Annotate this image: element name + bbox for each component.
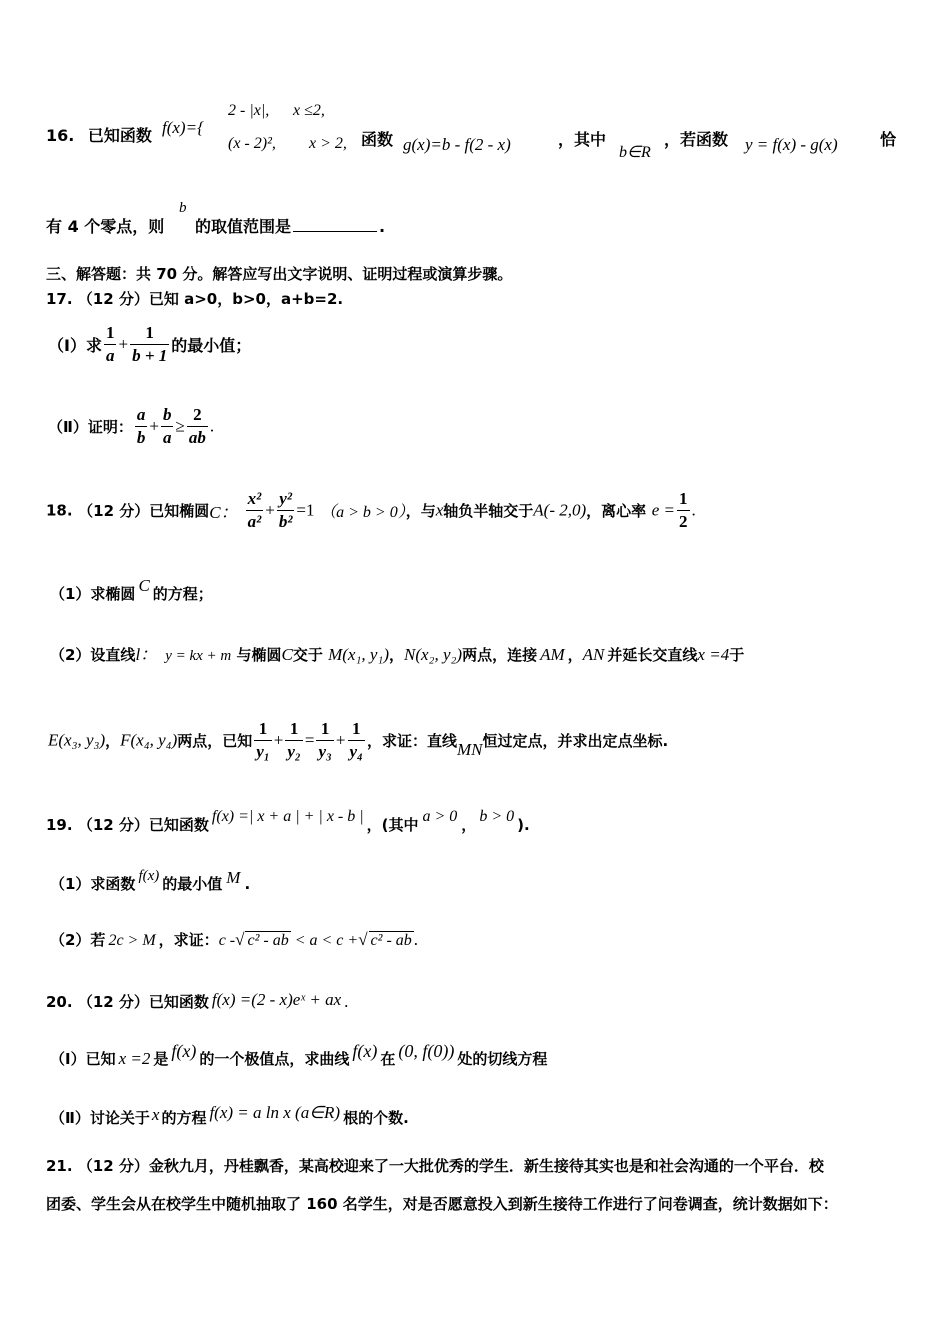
fraction: $\frac{1}{\text{y₁}}$ (256, 719, 270, 761)
q16-text2: 函数 (361, 130, 394, 149)
q16-text4: ，若函数 (664, 130, 729, 149)
q21-line2: 团委、学生会从在校学生中随机抽取了 160 名学生，对是否愿意投入到新生接待工作进行了问卷调查，统计数据如下： (46, 1195, 838, 1213)
q16-line2 (46, 214, 164, 237)
q16-case1-cond: x ≤2, (293, 102, 325, 119)
q17-p1-post: 的最小值； (171, 336, 252, 355)
q18-line1: 18. （12 分）已知椭圆C： $\frac{\text{x²}}{\text{a²}}$ + $\frac{\text{y²}}{\text{b²}}$ =1 （a > b > 0），与x轴负半轴交于A(- 2,0)，离心率 e = $\frac{1}{2}$ . (46, 489, 696, 531)
q16-line1 (46, 123, 152, 146)
fraction: $\frac{1}{2}$ (679, 489, 688, 531)
q16-y-def: y = f(x) - g(x) (745, 135, 838, 154)
sqrt-sign: √ (235, 930, 245, 949)
fraction: $\frac{1}{\text{y₂}}$ (287, 719, 301, 761)
q17-head: 17. （12 分）已知 a>0，b>0，a+b=2. (46, 290, 344, 308)
q20-part2: （Ⅱ）讨论关于 x 的方程 f(x) = a ln x (a∈R) 根的个数. (50, 1103, 409, 1127)
q16-text8: . (379, 217, 386, 236)
fraction: $\frac{\text{y²}}{\text{b²}}$ (278, 489, 293, 531)
q20-line1: 20. （12 分）已知函数 f(x) =(2 - x)eˣ + ax . (46, 990, 349, 1011)
q17-p1-pre: （Ⅰ）求 (48, 336, 102, 355)
q16-f-lhs: f(x)={ (162, 118, 204, 137)
q18-number: 18. (46, 501, 73, 520)
q20-part1: （Ⅰ）已知 x =2 是 f(x) 的一个极值点，求曲线 f(x) 在 (0, f(0)) 处的切线方程 (50, 1041, 548, 1068)
q16-case2-expr: (x - 2)², (228, 135, 276, 152)
q17-p2-pre: （Ⅱ）证明： (48, 418, 133, 436)
fraction: $\frac{b}{a}$ (162, 405, 172, 447)
q16-b-in-r: b∈R (619, 144, 651, 161)
fraction: $\frac{a}{b}$ (136, 405, 146, 447)
q16-text1: 已知函数 (87, 126, 152, 145)
section-3-heading: 三、解答题：共 70 分。解答应写出文字说明、证明过程或演算步骤。 (46, 265, 513, 283)
q19-part1: （1）求函数 f(x) 的最小值 M . (50, 868, 251, 893)
q16-text7: 的取值范围是 (195, 217, 292, 236)
fraction: $\frac{2}{ab}$ (188, 405, 206, 447)
q16-text3: ，其中 (558, 130, 607, 149)
q18-part1: （1）求椭圆 C 的方程； (50, 576, 213, 603)
q16-case2-cond: x > 2, (309, 135, 347, 152)
q17-part1: （Ⅰ）求 $\frac{1}{a}$ + $\frac{1}{b + 1}$ 的最小值； (48, 323, 252, 365)
q19-line1: 19. （12 分）已知函数 f(x) =| x + a | + | x - b | ，(其中 a > 0 ， b > 0 ). (46, 808, 530, 834)
q16-text5: 恰 (880, 130, 897, 149)
fraction: $\frac{1}{a}$ (105, 323, 115, 365)
q16-b-var: b (179, 200, 187, 216)
q18-part2: （2）设直线l： y = kx + m 与椭圆C交于 M(x₁, y₁)，N(x₂, y₂)两点，连接 AM ，AN 并延长交直线x =4于 (50, 645, 745, 664)
answer-blank (293, 217, 377, 232)
q17-part2: （Ⅱ）证明： $\frac{a}{b}$ + $\frac{b}{a}$ ≥ $\frac{2}{ab}$ . (48, 405, 215, 447)
sqrt-sign: √ (358, 930, 368, 949)
q16-g-def: g(x)=b - f(2 - x) (403, 135, 511, 154)
fraction: $\frac{1}{b + 1}$ (132, 323, 168, 365)
q16-number: 16. (46, 126, 75, 145)
q16-text6: 有 4 个零点，则 (46, 217, 165, 236)
q19-part2: （2）若 2c > M ，求证：c -√ c² - ab < a < c +√ c² - ab . (50, 930, 419, 949)
fraction: $\frac{1}{\text{y₄}}$ (349, 719, 363, 761)
q18-part3: E(x₃, y₃)，F(x₄, y₄)两点，已知 $\frac{1}{\text{y₁}}$ + $\frac{1}{\text{y₂}}$ = $\frac{1}{\text{y₃}}$ + $\frac{1}{\text{y₄}}$ ，求证：直线MN恒过定点，并求出定点坐标. (48, 719, 669, 761)
q18-text1: （12 分）已知椭圆 (78, 502, 210, 520)
fraction: $\frac{\text{x²}}{\text{a²}}$ (247, 489, 262, 531)
q16-text7-wrap (195, 214, 385, 237)
fraction: $\frac{1}{\text{y₃}}$ (318, 719, 332, 761)
q21-line1: 21. （12 分）金秋九月，丹桂飘香，某高校迎来了一大批优秀的学生．新生接待其实也是和社会沟通的一个平台．校 (46, 1157, 824, 1175)
q16-case1-expr: 2 - |x|, (228, 102, 270, 119)
